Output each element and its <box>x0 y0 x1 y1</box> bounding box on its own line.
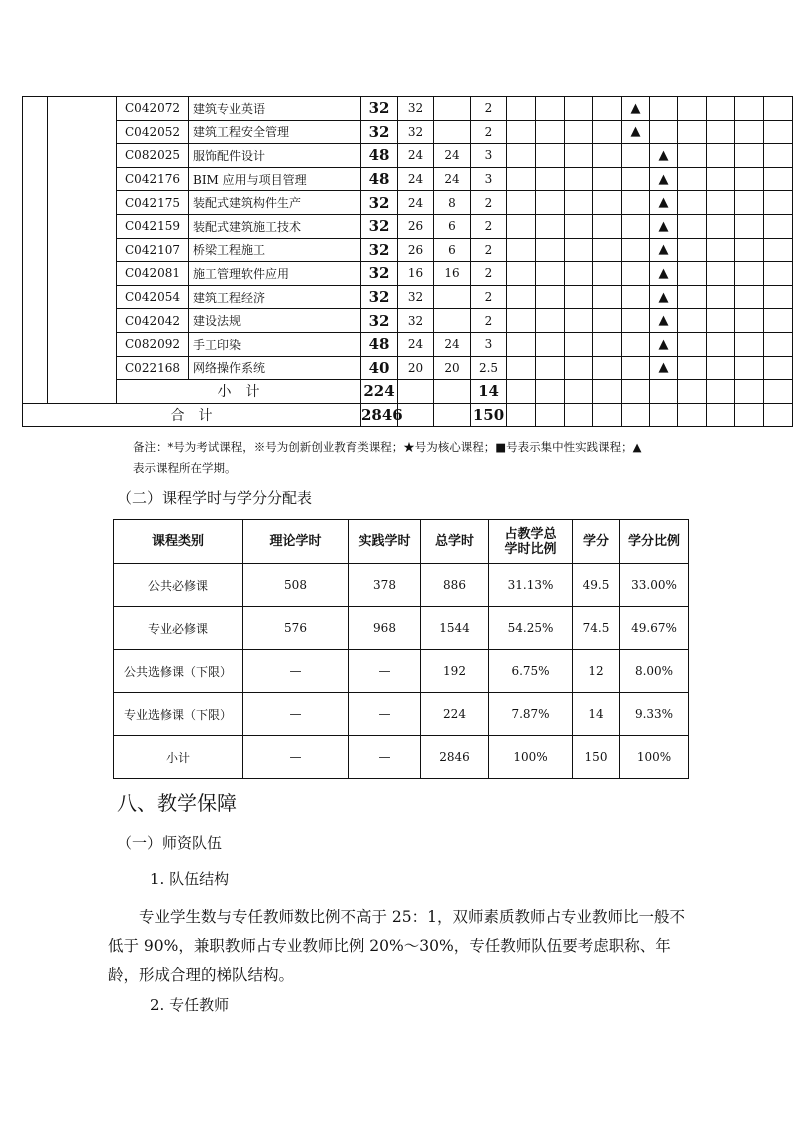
semester-cell <box>593 167 622 191</box>
subtotal-cell <box>398 380 434 404</box>
semester-cell <box>622 214 650 238</box>
column-header: 占教学总学时比例 <box>489 520 573 564</box>
semester-cell <box>764 97 793 121</box>
course-name: 建筑工程经济 <box>189 285 361 309</box>
semester-cell <box>622 356 650 380</box>
total-row <box>23 403 793 427</box>
semester-cell <box>593 120 622 144</box>
semester-cell <box>678 356 707 380</box>
semester-cell <box>678 214 707 238</box>
course-theory-hours: 24 <box>398 332 434 356</box>
credit-table-cell: — <box>243 650 349 693</box>
course-total-hours: 32 <box>361 191 398 215</box>
semester-cell <box>678 167 707 191</box>
course-credit: 2 <box>471 262 507 286</box>
course-row <box>23 144 793 168</box>
course-practice-hours <box>434 285 471 309</box>
semester-cell <box>622 380 650 404</box>
category-cell <box>23 97 48 404</box>
semester-cell <box>650 380 678 404</box>
semester-cell <box>735 120 764 144</box>
course-total-hours: 32 <box>361 285 398 309</box>
semester-cell <box>678 403 707 427</box>
semester-cell <box>707 238 735 262</box>
semester-cell <box>565 238 593 262</box>
semester-marker: ▲ <box>650 332 678 356</box>
credit-table-cell: 31.13% <box>489 564 573 607</box>
course-row <box>23 356 793 380</box>
subtotal-cell <box>434 380 471 404</box>
semester-marker: ▲ <box>650 262 678 286</box>
semester-marker: ▲ <box>650 167 678 191</box>
credit-table-cell: 378 <box>349 564 421 607</box>
course-credit: 2 <box>471 214 507 238</box>
semester-cell <box>507 332 536 356</box>
semester-cell <box>593 262 622 286</box>
column-header: 总学时 <box>421 520 489 564</box>
course-credit: 2 <box>471 285 507 309</box>
course-code: C042054 <box>117 285 189 309</box>
semester-cell <box>678 332 707 356</box>
semester-cell <box>565 309 593 333</box>
semester-cell <box>536 262 565 286</box>
semester-cell <box>707 167 735 191</box>
semester-cell <box>650 403 678 427</box>
subtotal-label: 小 计 <box>117 380 361 404</box>
semester-cell <box>507 238 536 262</box>
semester-cell <box>678 309 707 333</box>
subtotal-row <box>23 380 793 404</box>
semester-cell <box>707 285 735 309</box>
semester-cell <box>536 309 565 333</box>
semester-marker: ▲ <box>622 97 650 121</box>
total-cell <box>434 403 471 427</box>
credit-table-cell: 100% <box>620 736 689 779</box>
semester-cell <box>622 167 650 191</box>
course-practice-hours <box>434 309 471 333</box>
total-credit: 150 <box>471 403 507 427</box>
subtotal-hours: 224 <box>361 380 398 404</box>
semester-cell <box>536 97 565 121</box>
course-code: C042072 <box>117 97 189 121</box>
semester-cell <box>735 332 764 356</box>
course-credit: 2 <box>471 238 507 262</box>
semester-marker: ▲ <box>650 238 678 262</box>
credit-table-cell: — <box>349 736 421 779</box>
semester-cell <box>735 191 764 215</box>
credit-table-row <box>114 736 689 779</box>
column-header: 实践学时 <box>349 520 421 564</box>
semester-cell <box>678 97 707 121</box>
course-theory-hours: 32 <box>398 97 434 121</box>
credit-table-cell: 1544 <box>421 607 489 650</box>
course-total-hours: 32 <box>361 238 398 262</box>
course-theory-hours: 24 <box>398 144 434 168</box>
course-category: 公共选修课（下限） <box>114 650 243 693</box>
course-code: C042159 <box>117 214 189 238</box>
item-title-team-structure: 1. 队伍结构 <box>150 870 230 888</box>
semester-cell <box>507 191 536 215</box>
semester-cell <box>565 356 593 380</box>
semester-cell <box>593 356 622 380</box>
semester-cell <box>593 403 622 427</box>
semester-cell <box>536 380 565 404</box>
course-category: 小计 <box>114 736 243 779</box>
semester-cell <box>735 97 764 121</box>
course-practice-hours: 20 <box>434 356 471 380</box>
course-row <box>23 238 793 262</box>
semester-cell <box>622 285 650 309</box>
semester-cell <box>593 285 622 309</box>
credit-table-cell: 49.5 <box>573 564 620 607</box>
semester-cell <box>565 285 593 309</box>
semester-marker: ▲ <box>650 214 678 238</box>
credit-table-cell: 2846 <box>421 736 489 779</box>
course-name: 施工管理软件应用 <box>189 262 361 286</box>
semester-cell <box>764 262 793 286</box>
semester-cell <box>764 309 793 333</box>
semester-cell <box>735 262 764 286</box>
semester-cell <box>565 262 593 286</box>
semester-cell <box>536 403 565 427</box>
course-credit: 2 <box>471 309 507 333</box>
course-theory-hours: 32 <box>398 285 434 309</box>
course-total-hours: 40 <box>361 356 398 380</box>
semester-cell <box>735 167 764 191</box>
semester-cell <box>764 356 793 380</box>
course-credit: 3 <box>471 332 507 356</box>
column-header: 理论学时 <box>243 520 349 564</box>
course-total-hours: 48 <box>361 332 398 356</box>
semester-cell <box>622 238 650 262</box>
course-row <box>23 262 793 286</box>
course-name: 网络操作系统 <box>189 356 361 380</box>
credit-table-cell: 886 <box>421 564 489 607</box>
course-category: 公共必修课 <box>114 564 243 607</box>
course-practice-hours: 24 <box>434 332 471 356</box>
total-label: 合 计 <box>23 403 361 427</box>
semester-cell <box>735 285 764 309</box>
semester-cell <box>707 214 735 238</box>
course-code: C042176 <box>117 167 189 191</box>
semester-cell <box>707 120 735 144</box>
subcategory-cell <box>48 97 117 404</box>
course-practice-hours: 8 <box>434 191 471 215</box>
semester-cell <box>536 214 565 238</box>
semester-cell <box>593 332 622 356</box>
semester-cell <box>650 120 678 144</box>
course-practice-hours: 24 <box>434 167 471 191</box>
credit-table-cell: 508 <box>243 564 349 607</box>
course-category: 专业必修课 <box>114 607 243 650</box>
credit-table-cell: 9.33% <box>620 693 689 736</box>
section-title-faculty: （一）师资队伍 <box>117 834 223 852</box>
course-name: 手工印染 <box>189 332 361 356</box>
credit-table-cell: 12 <box>573 650 620 693</box>
semester-cell <box>735 238 764 262</box>
total-cell <box>398 403 434 427</box>
credit-distribution-table <box>113 519 689 779</box>
course-code: C022168 <box>117 356 189 380</box>
semester-cell <box>707 309 735 333</box>
table-note-line-1: 备注：*号为考试课程，※号为创新创业教育类课程；★号为核心课程；■号表示集中性实践课程；▲ <box>133 440 642 454</box>
course-code: C042081 <box>117 262 189 286</box>
semester-cell <box>707 262 735 286</box>
semester-cell <box>764 332 793 356</box>
semester-cell <box>622 144 650 168</box>
credit-table-cell: 8.00% <box>620 650 689 693</box>
credit-table-cell: 33.00% <box>620 564 689 607</box>
semester-cell <box>707 356 735 380</box>
course-total-hours: 48 <box>361 144 398 168</box>
course-name: 装配式建筑构件生产 <box>189 191 361 215</box>
semester-cell <box>536 120 565 144</box>
item-title-full-time-teachers: 2. 专任教师 <box>150 996 230 1014</box>
course-practice-hours <box>434 97 471 121</box>
semester-cell <box>507 356 536 380</box>
credit-table-row <box>114 693 689 736</box>
semester-cell <box>536 144 565 168</box>
credit-table-cell: 576 <box>243 607 349 650</box>
semester-cell <box>622 262 650 286</box>
semester-cell <box>507 262 536 286</box>
course-theory-hours: 26 <box>398 214 434 238</box>
semester-cell <box>764 144 793 168</box>
credit-table-cell: 14 <box>573 693 620 736</box>
semester-marker: ▲ <box>622 120 650 144</box>
course-code: C042107 <box>117 238 189 262</box>
semester-marker: ▲ <box>650 309 678 333</box>
semester-cell <box>764 214 793 238</box>
semester-cell <box>536 356 565 380</box>
credit-table-row <box>114 607 689 650</box>
semester-cell <box>764 380 793 404</box>
credit-table-row <box>114 650 689 693</box>
semester-cell <box>650 97 678 121</box>
credit-table-cell: 74.5 <box>573 607 620 650</box>
semester-cell <box>735 309 764 333</box>
semester-cell <box>764 403 793 427</box>
course-credit: 2 <box>471 120 507 144</box>
semester-cell <box>678 144 707 168</box>
semester-cell <box>593 97 622 121</box>
course-row <box>23 120 793 144</box>
semester-cell <box>707 144 735 168</box>
course-credit: 2.5 <box>471 356 507 380</box>
course-credit: 3 <box>471 167 507 191</box>
course-code: C042042 <box>117 309 189 333</box>
semester-cell <box>536 238 565 262</box>
semester-cell <box>764 120 793 144</box>
course-total-hours: 32 <box>361 97 398 121</box>
semester-cell <box>593 214 622 238</box>
semester-cell <box>707 380 735 404</box>
semester-cell <box>678 120 707 144</box>
course-code: C082025 <box>117 144 189 168</box>
semester-cell <box>507 97 536 121</box>
semester-cell <box>593 191 622 215</box>
semester-cell <box>565 97 593 121</box>
course-credit: 2 <box>471 97 507 121</box>
semester-cell <box>678 262 707 286</box>
credit-table-cell: — <box>243 693 349 736</box>
credit-table-header <box>114 520 689 564</box>
course-code: C042052 <box>117 120 189 144</box>
semester-cell <box>507 214 536 238</box>
course-theory-hours: 32 <box>398 309 434 333</box>
course-row <box>23 97 793 121</box>
semester-cell <box>565 120 593 144</box>
semester-cell <box>507 403 536 427</box>
semester-cell <box>764 238 793 262</box>
credit-table-cell: 968 <box>349 607 421 650</box>
semester-cell <box>735 356 764 380</box>
credit-table-cell: — <box>349 650 421 693</box>
course-name: 装配式建筑施工技术 <box>189 214 361 238</box>
course-practice-hours <box>434 120 471 144</box>
credit-table-cell: — <box>243 736 349 779</box>
course-name: 建筑专业英语 <box>189 97 361 121</box>
semester-cell <box>593 309 622 333</box>
semester-cell <box>565 380 593 404</box>
section-title-credit-distribution: （二）课程学时与学分分配表 <box>117 489 313 507</box>
semester-cell <box>536 332 565 356</box>
course-practice-hours: 24 <box>434 144 471 168</box>
semester-cell <box>507 309 536 333</box>
credit-table-cell: 150 <box>573 736 620 779</box>
semester-cell <box>622 191 650 215</box>
semester-cell <box>565 167 593 191</box>
semester-cell <box>593 380 622 404</box>
credit-table-cell: — <box>349 693 421 736</box>
semester-cell <box>764 167 793 191</box>
semester-cell <box>764 285 793 309</box>
course-theory-hours: 32 <box>398 120 434 144</box>
course-row <box>23 332 793 356</box>
semester-cell <box>707 403 735 427</box>
semester-cell <box>536 285 565 309</box>
course-code: C042175 <box>117 191 189 215</box>
course-practice-hours: 16 <box>434 262 471 286</box>
semester-cell <box>622 332 650 356</box>
credit-table-cell: 7.87% <box>489 693 573 736</box>
semester-cell <box>565 332 593 356</box>
subtotal-credit: 14 <box>471 380 507 404</box>
credit-table-cell: 49.67% <box>620 607 689 650</box>
semester-cell <box>565 191 593 215</box>
table-note-line-2: 表示课程所在学期。 <box>133 461 237 475</box>
semester-marker: ▲ <box>650 191 678 215</box>
course-row <box>23 191 793 215</box>
course-table <box>22 96 793 427</box>
semester-cell <box>735 403 764 427</box>
semester-cell <box>565 144 593 168</box>
course-credit: 3 <box>471 144 507 168</box>
semester-cell <box>678 380 707 404</box>
course-name: BIM 应用与项目管理 <box>189 167 361 191</box>
total-hours: 2846 <box>361 403 398 427</box>
semester-cell <box>678 285 707 309</box>
course-name: 建设法规 <box>189 309 361 333</box>
credit-table-row <box>114 564 689 607</box>
semester-cell <box>565 403 593 427</box>
semester-cell <box>507 285 536 309</box>
course-theory-hours: 24 <box>398 191 434 215</box>
semester-marker: ▲ <box>650 285 678 309</box>
semester-cell <box>707 332 735 356</box>
semester-cell <box>593 144 622 168</box>
course-name: 服饰配件设计 <box>189 144 361 168</box>
course-total-hours: 48 <box>361 167 398 191</box>
semester-marker: ▲ <box>650 356 678 380</box>
semester-cell <box>622 403 650 427</box>
semester-cell <box>707 97 735 121</box>
semester-cell <box>735 214 764 238</box>
course-name: 桥梁工程施工 <box>189 238 361 262</box>
semester-cell <box>707 191 735 215</box>
course-total-hours: 32 <box>361 262 398 286</box>
semester-cell <box>735 380 764 404</box>
semester-cell <box>536 191 565 215</box>
course-total-hours: 32 <box>361 120 398 144</box>
course-theory-hours: 16 <box>398 262 434 286</box>
credit-table-cell: 192 <box>421 650 489 693</box>
credit-table-cell: 6.75% <box>489 650 573 693</box>
course-row <box>23 214 793 238</box>
course-practice-hours: 6 <box>434 238 471 262</box>
course-practice-hours: 6 <box>434 214 471 238</box>
semester-cell <box>593 238 622 262</box>
semester-cell <box>536 167 565 191</box>
course-name: 建筑工程安全管理 <box>189 120 361 144</box>
course-row <box>23 167 793 191</box>
credit-table-cell: 224 <box>421 693 489 736</box>
semester-cell <box>507 120 536 144</box>
column-header: 课程类别 <box>114 520 243 564</box>
column-header: 学分 <box>573 520 620 564</box>
semester-cell <box>764 191 793 215</box>
course-theory-hours: 20 <box>398 356 434 380</box>
semester-cell <box>678 238 707 262</box>
credit-table-cell: 54.25% <box>489 607 573 650</box>
course-category: 专业选修课（下限） <box>114 693 243 736</box>
course-row <box>23 285 793 309</box>
semester-cell <box>565 214 593 238</box>
paragraph-team-structure: 专业学生数与专任教师数比例不高于 25：1，双师素质教师占专业教师比一般不低于 90%，兼职教师占专业教师比例 20%～30%，专任教师队伍要考虑职称、年龄，形成合理的梯队结构。 <box>108 908 686 984</box>
semester-cell <box>507 167 536 191</box>
column-header: 学分比例 <box>620 520 689 564</box>
semester-cell <box>507 380 536 404</box>
semester-cell <box>678 191 707 215</box>
course-theory-hours: 24 <box>398 167 434 191</box>
course-code: C082092 <box>117 332 189 356</box>
course-total-hours: 32 <box>361 214 398 238</box>
course-total-hours: 32 <box>361 309 398 333</box>
semester-cell <box>622 309 650 333</box>
course-row <box>23 309 793 333</box>
course-theory-hours: 26 <box>398 238 434 262</box>
chapter-title: 八、教学保障 <box>117 791 237 815</box>
course-credit: 2 <box>471 191 507 215</box>
semester-cell <box>735 144 764 168</box>
credit-table-cell: 100% <box>489 736 573 779</box>
semester-cell <box>507 144 536 168</box>
semester-marker: ▲ <box>650 144 678 168</box>
